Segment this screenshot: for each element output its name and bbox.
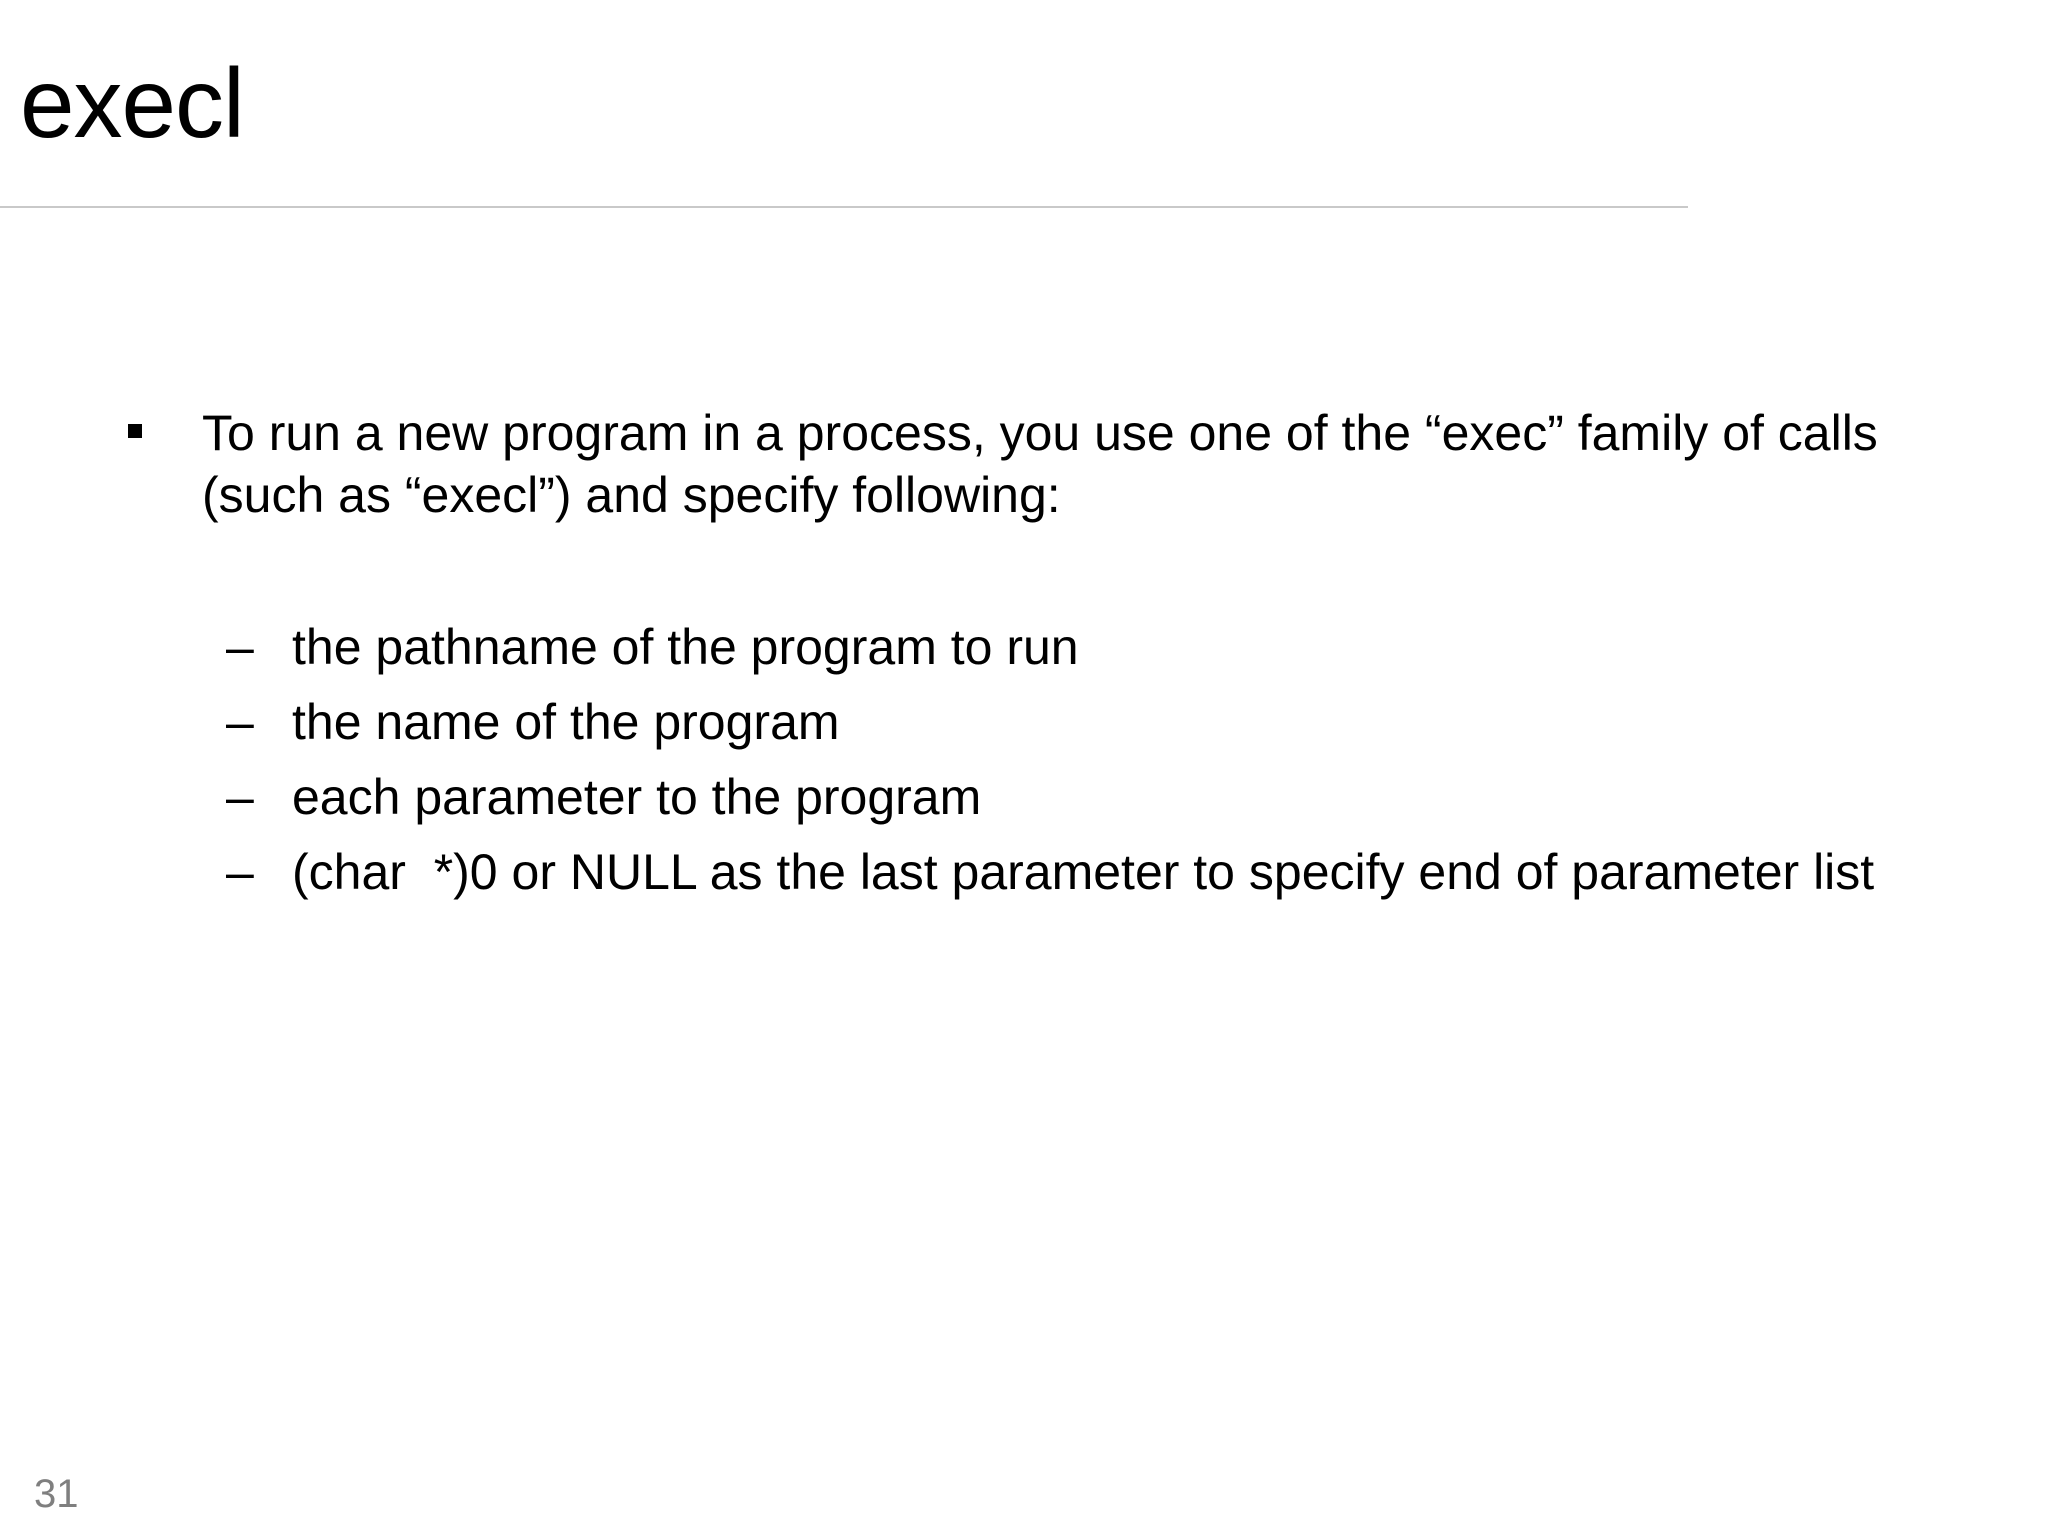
main-bullet (128, 402, 1988, 526)
sub-bullet-text: the name of the program (292, 694, 840, 750)
dash-bullet-icon: – (226, 769, 254, 825)
slide-title: execl (20, 48, 244, 158)
square-bullet-icon (128, 424, 142, 438)
sub-bullet-item (226, 685, 2006, 760)
main-bullet-text: To run a new program in a process, you use one of the “exec” family of calls (such as “execl”) and specify following: (202, 405, 1878, 523)
page-number: 31 (34, 1472, 79, 1516)
sub-bullet-item (226, 760, 2006, 835)
title-divider (0, 206, 1688, 208)
sub-bullet-item (226, 610, 2006, 685)
dash-bullet-icon: – (226, 844, 254, 900)
sub-bullet-text: each parameter to the program (292, 769, 982, 825)
sub-bullet-text: (char *)0 or NULL as the last parameter to specify end of parameter list (292, 844, 1875, 900)
sub-bullet-text: the pathname of the program to run (292, 619, 1079, 675)
dash-bullet-icon: – (226, 619, 254, 675)
dash-bullet-icon: – (226, 694, 254, 750)
sub-bullet-list (226, 610, 2006, 910)
sub-bullet-item (226, 835, 2006, 910)
